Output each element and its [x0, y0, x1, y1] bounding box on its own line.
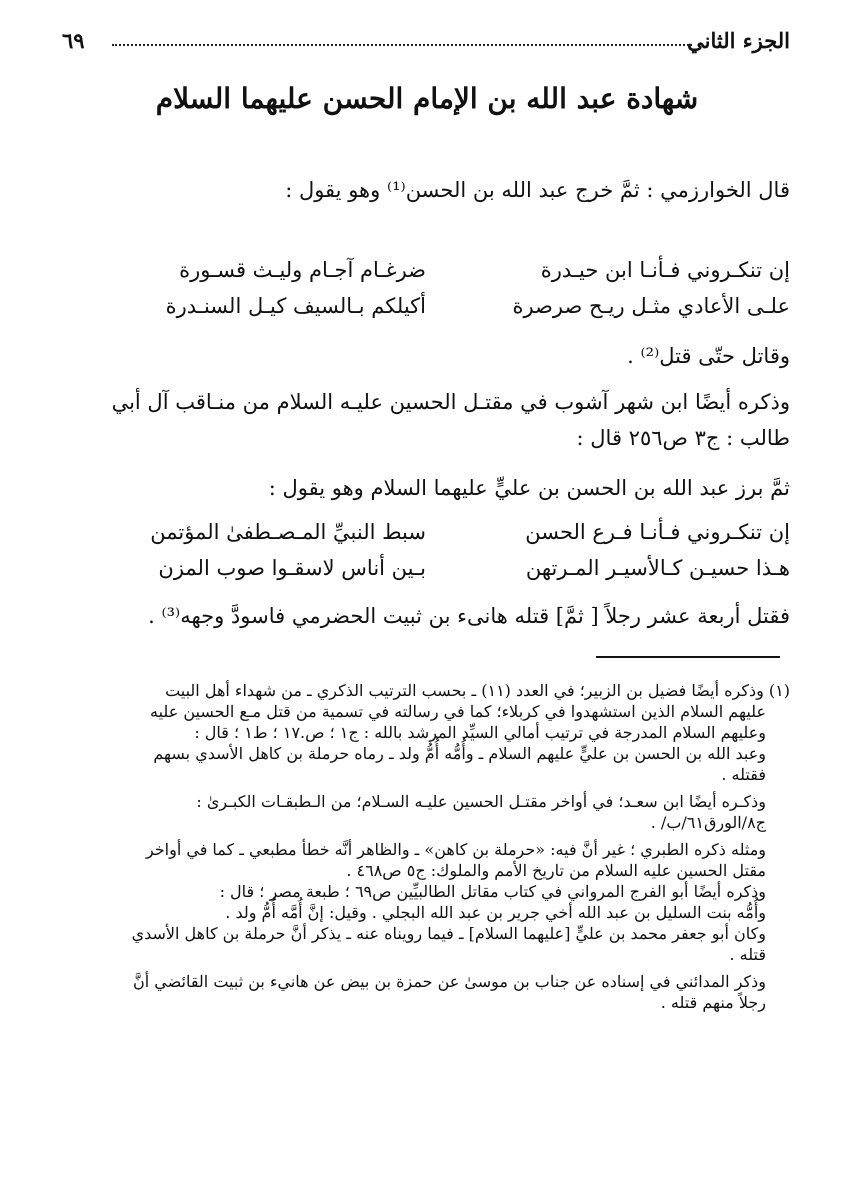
footnote-line: وعليهم السلام المدرجة في ترتيب أمالي السيِّد المرشد بالله : ج١ ؛ ص.١٧ ؛ ط١ ؛ قال :: [194, 723, 766, 742]
footnote-line: رجلاً منهم قتله .: [660, 993, 766, 1012]
footnote-line: وعبد الله بن الحسن بن عليٍّ عليهم السلام ـ وأُمُّه أُمُّ ولد ـ رماه حرملة بن كاهل الأسدي بسهم: [153, 744, 766, 763]
footnote-line: ج٨/الورق٦١/ب/ .: [650, 813, 766, 832]
verse-hemistich-right: إن تنكـروني فـأنـا فـرع الحسن: [525, 520, 790, 544]
page-number: ٦٩: [62, 28, 85, 53]
footnote-line: مقتل الحسين عليه السلام من تاريخ الأمم والملوك: ج٥ ص٤٦٨ .: [346, 861, 766, 880]
footnote-line: وأُمُّه بنت السليل بن عبد الله أخي جرير بن عبد الله البجلي . وقيل: إنَّ أُمَّه أُمُّ ولد .: [225, 903, 766, 922]
intro-line: قال الخوارزمي : ثمَّ خرج عبد الله بن الحسن⁽¹⁾ وهو يقول :: [285, 178, 790, 202]
verse-hemistich-right: إن تنكـروني فـأنـا ابن حيـدرة: [540, 258, 790, 282]
verse-hemistich-left: بـين أناس لاسقـوا صوب المزن: [158, 556, 426, 580]
running-header-volume: الجزء الثاني: [687, 28, 790, 53]
section-title: شهادة عبد الله بن الإمام الحسن عليهما السلام: [155, 82, 699, 115]
verse-hemistich-left: سبط النبيِّ المـصـطفىٰ المؤتمن: [150, 520, 426, 544]
closing-line: فقتل أربعة عشر رجلاً [ ثمَّ] قتله هانىء بن ثبيت الحضرمي فاسودَّ وجهه⁽³⁾ .: [148, 604, 790, 628]
paragraph-line: وذكره أيضًا ابن شهر آشوب في مقتـل الحسين عليـه السلام من منـاقب آل أبي: [111, 390, 790, 414]
footnote-line: ومثله ذكره الطبري ؛ غير أنَّ فيه: «حرملة بن كاهن» ـ والظاهر أنَّه خطأ مطبعي ـ كما في أواخر: [145, 840, 766, 859]
verse-hemistich-left: ضرغـام آجـام وليـث قسـورة: [179, 258, 426, 282]
footnotes: [62, 680, 790, 1013]
footnote-line: قتله .: [729, 945, 766, 964]
footnote-line: وكان أبو جعفر محمد بن عليٍّ [عليهما السلام] ـ فيما رويناه عنه ـ يذكر أنَّ حرملة بن كاهل الأسدي: [131, 924, 766, 943]
footnote-line: وذكر المدائني في إسناده عن جناب بن موسىٰ عن حمزة بن بيض عن هانيء بن ثبيت القائضي أنَّ: [133, 972, 766, 991]
footnote-line: وذكـره أيضًا ابن سعـد؛ في أواخر مقتـل الحسين عليـه السـلام؛ من الـطبقـات الكبـرىٰ :: [196, 792, 766, 811]
after-verse-line: وقاتل حتّى قتل⁽²⁾ .: [627, 344, 790, 368]
footnote-separator: [596, 656, 780, 658]
paragraph-line: طالب : ج٣ ص٢٥٦ قال :: [576, 426, 790, 450]
intro-line-2: ثمَّ برز عبد الله بن الحسن بن عليٍّ عليهما السلام وهو يقول :: [268, 476, 790, 500]
header-dotted-leader: [112, 44, 692, 46]
verse-hemistich-right: هـذا حسيـن كـالأسيـر المـرتهن: [525, 556, 790, 580]
footnote-line: (١) وذكره أيضًا فضيل بن الزبير؛ في العدد (١١) ـ بحسب الترتيب الذكري ـ من شهداء أهل البيت: [165, 681, 790, 700]
footnote-line: وذكره أيضًا أبو الفرج المرواني في كتاب مقاتل الطالبيِّين ص٦٩ ؛ طبعة مصر ؛ قال :: [219, 882, 766, 901]
verse-hemistich-left: أكيلكم بـالسيف كيـل السنـدرة: [165, 294, 426, 318]
verse-hemistich-right: علـى الأعادي مثـل ريـح صرصرة: [512, 294, 790, 318]
footnote-line: عليهم السلام الذين استشهدوا في كربلاء؛ كما في رسالته في تسمية من قتل مـع الحسين عليه: [150, 702, 766, 721]
footnote-line: فقتله .: [721, 765, 766, 784]
